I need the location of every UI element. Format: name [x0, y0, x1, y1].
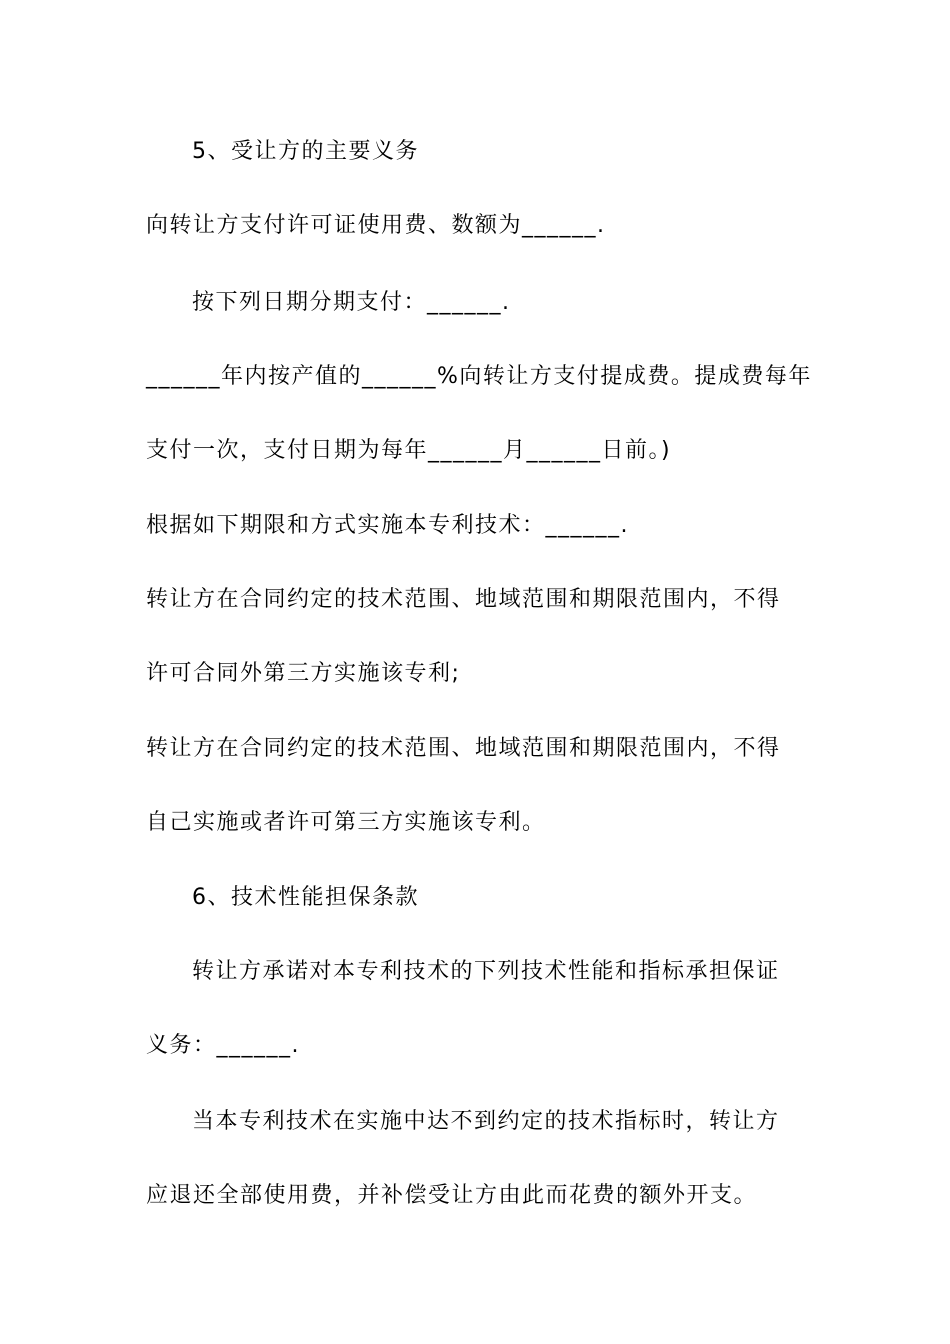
paragraph-line: 当本专利技术在实施中达不到约定的技术指标时，转让方 [192, 1109, 780, 1134]
section-heading-6: 6、技术性能担保条款 [192, 885, 419, 910]
paragraph-line: 按下列日期分期支付：______. [192, 290, 511, 315]
section-heading-5: 5、受让方的主要义务 [192, 139, 419, 164]
paragraph-line: 转让方在合同约定的技术范围、地域范围和期限范围内，不得 [146, 587, 781, 612]
paragraph-line: 向转让方支付许可证使用费、数额为______. [146, 213, 606, 238]
paragraph-line: 应退还全部使用费，并补偿受让方由此而花费的额外开支。 [146, 1183, 758, 1208]
paragraph-line: 根据如下期限和方式实施本专利技术：______. [146, 513, 629, 538]
paragraph-line: 转让方承诺对本专利技术的下列技术性能和指标承担保证 [192, 959, 780, 984]
paragraph-line: 许可合同外第三方实施该专利; [146, 661, 461, 686]
paragraph-line: 义务：______. [146, 1033, 300, 1058]
paragraph-line: 支付一次，支付日期为每年______月______日前。) [146, 438, 672, 463]
paragraph-line: ______年内按产值的______%向转让方支付提成费。提成费每年 [146, 364, 812, 389]
paragraph-line: 自己实施或者许可第三方实施该专利。 [146, 810, 546, 835]
paragraph-line: 转让方在合同约定的技术范围、地域范围和期限范围内，不得 [146, 736, 781, 761]
